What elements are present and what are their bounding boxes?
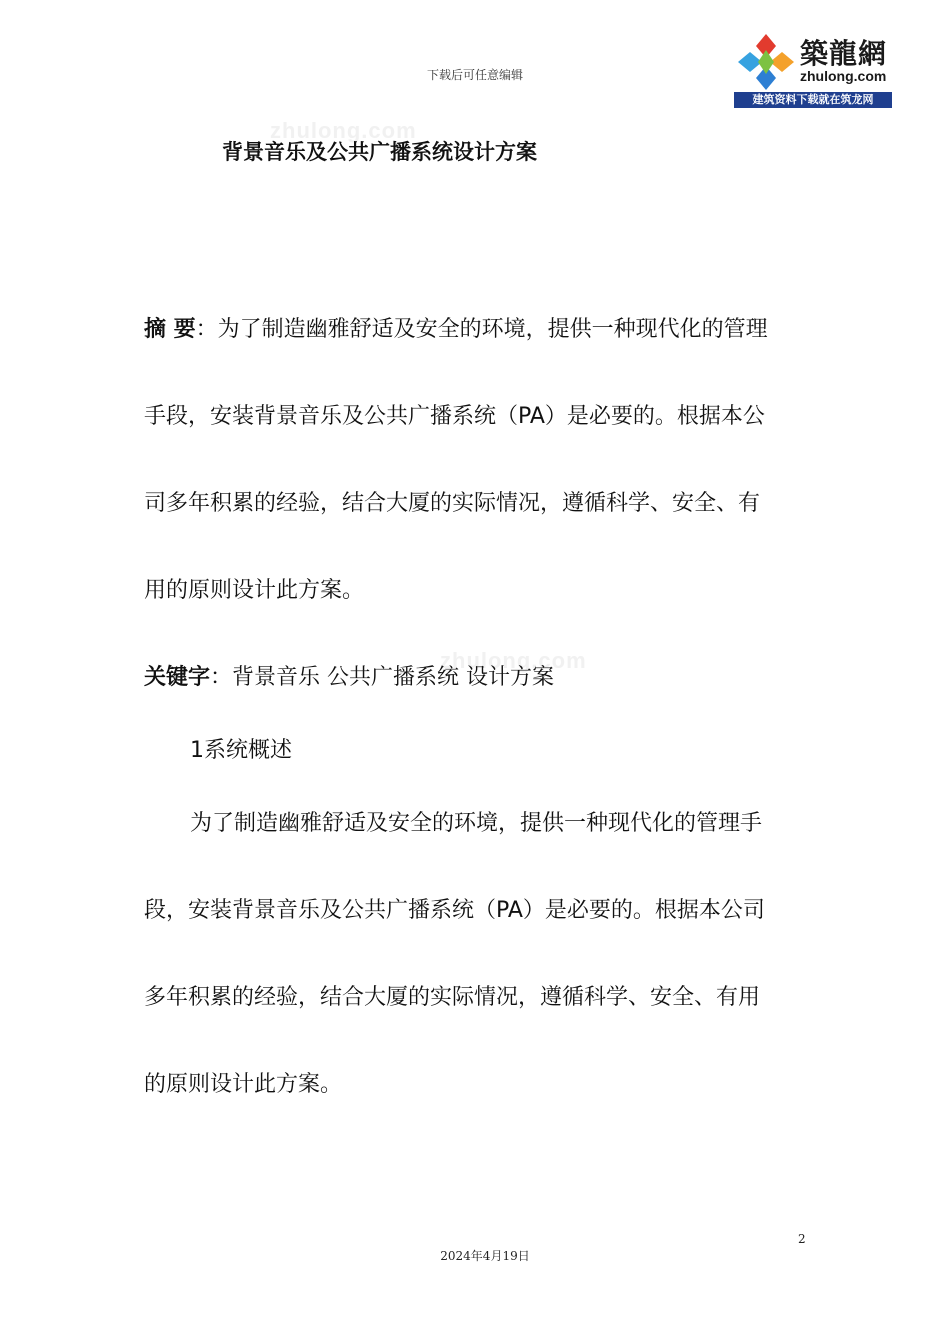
- document-title: 背景音乐及公共广播系统设计方案: [222, 140, 537, 164]
- abstract-label: 摘 要: [144, 317, 196, 342]
- logo-chinese-name: 築龍網: [800, 37, 888, 70]
- logo-tagline: 建筑资料下载就在筑龙网: [734, 92, 892, 108]
- abstract-line: 用的原则设计此方案。: [144, 578, 365, 603]
- body-line: 段，安装背景音乐及公共广播系统（PA）是必要的。根据本公司: [144, 898, 765, 923]
- body-line: 的原则设计此方案。: [144, 1072, 343, 1097]
- abstract-line: 司多年积累的经验，结合大厦的实际情况，遵循科学、安全、有: [144, 491, 761, 516]
- footer-date: 2024年4月19日: [440, 1249, 530, 1263]
- keywords-text: ：背景音乐 公共广播系统 设计方案: [210, 665, 555, 690]
- keywords-line: [144, 660, 554, 691]
- zhulong-logo: [734, 30, 892, 108]
- watermark: zhulong.com: [270, 118, 417, 143]
- zhulong-diamond-logo-icon: [736, 32, 796, 92]
- section-heading: 1系统概述: [190, 738, 292, 763]
- keywords-label: 关键字: [144, 665, 211, 690]
- abstract-line: 手段，安装背景音乐及公共广播系统（PA）是必要的。根据本公: [144, 404, 765, 429]
- page-number: 2: [798, 1232, 806, 1246]
- watermark: zhulong.com: [440, 648, 587, 673]
- body-line: 为了制造幽雅舒适及安全的环境，提供一种现代化的管理手: [190, 811, 763, 836]
- header-note: 下载后可任意编辑: [426, 68, 523, 82]
- body-line: 多年积累的经验，结合大厦的实际情况，遵循科学、安全、有用: [144, 985, 761, 1010]
- logo-domain: zhulong.com: [800, 68, 887, 84]
- abstract-line: 摘 要：为了制造幽雅舒适及安全的环境，提供一种现代化的管理: [144, 317, 768, 342]
